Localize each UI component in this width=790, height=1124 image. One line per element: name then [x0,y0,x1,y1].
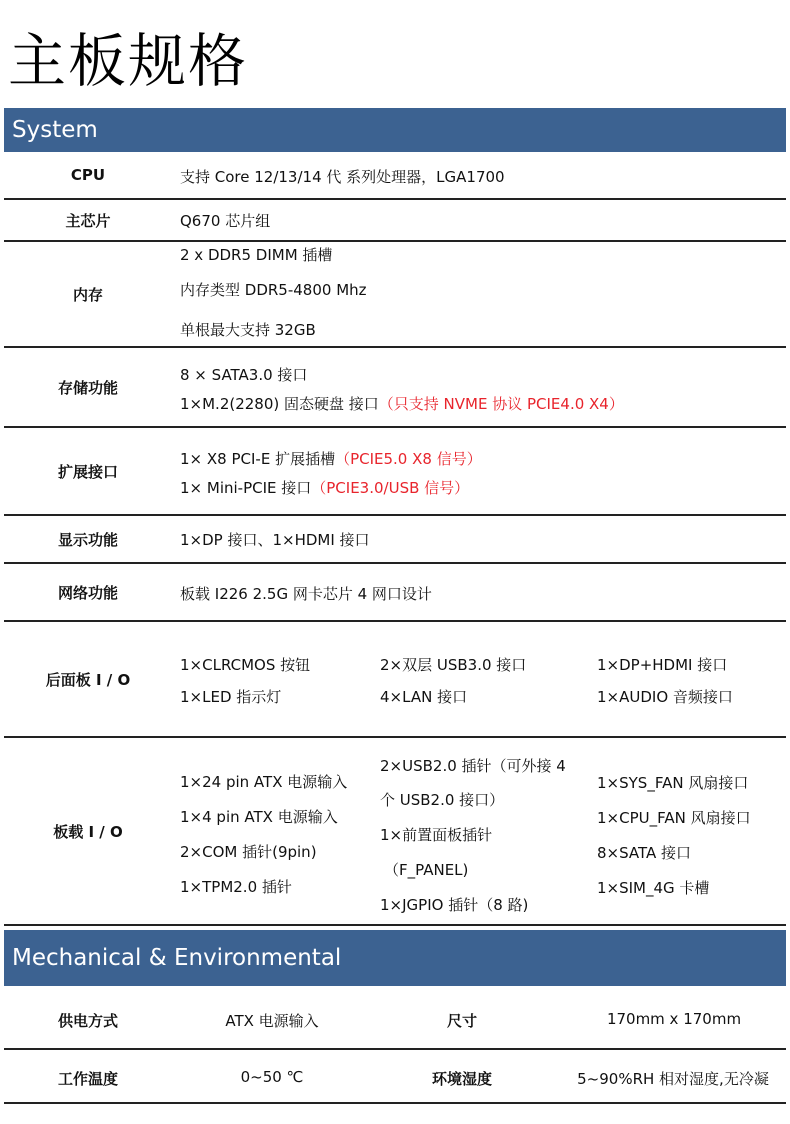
onboard-io-item: 8×SATA 接口 [597,844,692,862]
row-network [4,564,786,622]
onboard-io-label: 板载 I / O [53,822,123,841]
onboard-io-item: 1×SIM_4G 卡槽 [597,879,710,897]
row-display [4,516,786,564]
row-storage [4,348,786,428]
onboard-io-item: 1×JGPIO 插针（8 路) [380,896,529,914]
temp-label: 工作温度 [57,1070,118,1088]
rear-io-item: 2×双层 USB3.0 接口 [380,656,527,674]
storage-line-2: 1×M.2(2280) 固态硬盘 接口（只支持 NVME 协议 PCIE4.0 X4） [180,395,624,413]
rear-io-item: 4×LAN 接口 [380,688,468,706]
row-onboard-io [4,738,786,926]
rear-io-item: 1×CLRCMOS 按钮 [180,656,311,674]
memory-label: 内存 [72,285,103,304]
page-title: 主板规格 [8,27,249,95]
rear-io-item: 1×DP+HDMI 接口 [597,656,728,674]
onboard-io-item: 1×24 pin ATX 电源输入 [180,773,348,791]
onboard-io-item: 1×4 pin ATX 电源输入 [180,808,338,826]
row-temp-humidity [4,1050,786,1104]
memory-line: 2 x DDR5 DIMM 插槽 [180,246,333,264]
onboard-io-item: （F_PANEL) [384,861,469,879]
row-expansion [4,428,786,516]
display-label: 显示功能 [57,530,118,549]
rear-io-item: 1×AUDIO 音频接口 [597,688,733,706]
onboard-io-item: 1×前置面板插针 [380,826,493,844]
storage-note: （只支持 NVME 协议 PCIE4.0 X4） [378,395,624,413]
onboard-io-item: 2×COM 插针(9pin) [180,843,317,861]
chipset-value: Q670 芯片组 [180,212,271,230]
expansion-label: 扩展接口 [57,462,118,481]
onboard-io-item: 1×TPM2.0 插针 [180,878,292,896]
row-cpu [4,152,786,200]
temp-value: 0~50 ℃ [240,1068,304,1086]
rear-io-item: 1×LED 指示灯 [180,688,282,706]
row-memory [4,242,786,348]
chipset-label: 主芯片 [65,211,111,230]
cpu-label: CPU [70,166,106,184]
humidity-value: 5~90%RH 相对湿度,无冷凝 [577,1070,769,1088]
expansion-line-2: 1× Mini-PCIE 接口（PCIE3.0/USB 信号） [180,479,470,497]
expansion-note-2: （PCIE3.0/USB 信号） [311,479,470,497]
network-label: 网络功能 [57,583,118,602]
cpu-value: 支持 Core 12/13/14 代 系列处理器，LGA1700 [180,168,505,186]
size-value: 170mm x 170mm [606,1010,742,1028]
onboard-io-item: 个 USB2.0 接口） [380,791,505,809]
memory-line: 内存类型 DDR5-4800 Mhz [180,281,367,299]
row-chipset [4,200,786,242]
onboard-io-item: 2×USB2.0 插针（可外接 4 [380,757,566,775]
display-value: 1×DP 接口、1×HDMI 接口 [180,531,370,549]
memory-line: 单根最大支持 32GB [180,321,316,339]
section-header-mechanical: Mechanical & Environmental [4,930,786,986]
expansion-line-1: 1× X8 PCI-E 扩展插槽（PCIE5.0 X8 信号） [180,450,482,468]
row-rear-io [4,622,786,738]
network-value: 板载 I226 2.5G 网卡芯片 4 网口设计 [180,585,432,603]
onboard-io-item: 1×SYS_FAN 风扇接口 [597,774,749,792]
rear-io-label: 后面板 I / O [45,670,131,689]
power-value: ATX 电源输入 [225,1012,319,1030]
section-header-system: System [4,108,786,152]
power-label: 供电方式 [57,1012,118,1030]
row-power-size [4,986,786,1050]
storage-label: 存储功能 [57,378,118,397]
size-label: 尺寸 [446,1012,477,1030]
humidity-label: 环境湿度 [431,1070,492,1088]
onboard-io-item: 1×CPU_FAN 风扇接口 [597,809,751,827]
storage-line-1: 8 × SATA3.0 接口 [180,366,308,384]
expansion-note-1: （PCIE5.0 X8 信号） [335,450,482,468]
